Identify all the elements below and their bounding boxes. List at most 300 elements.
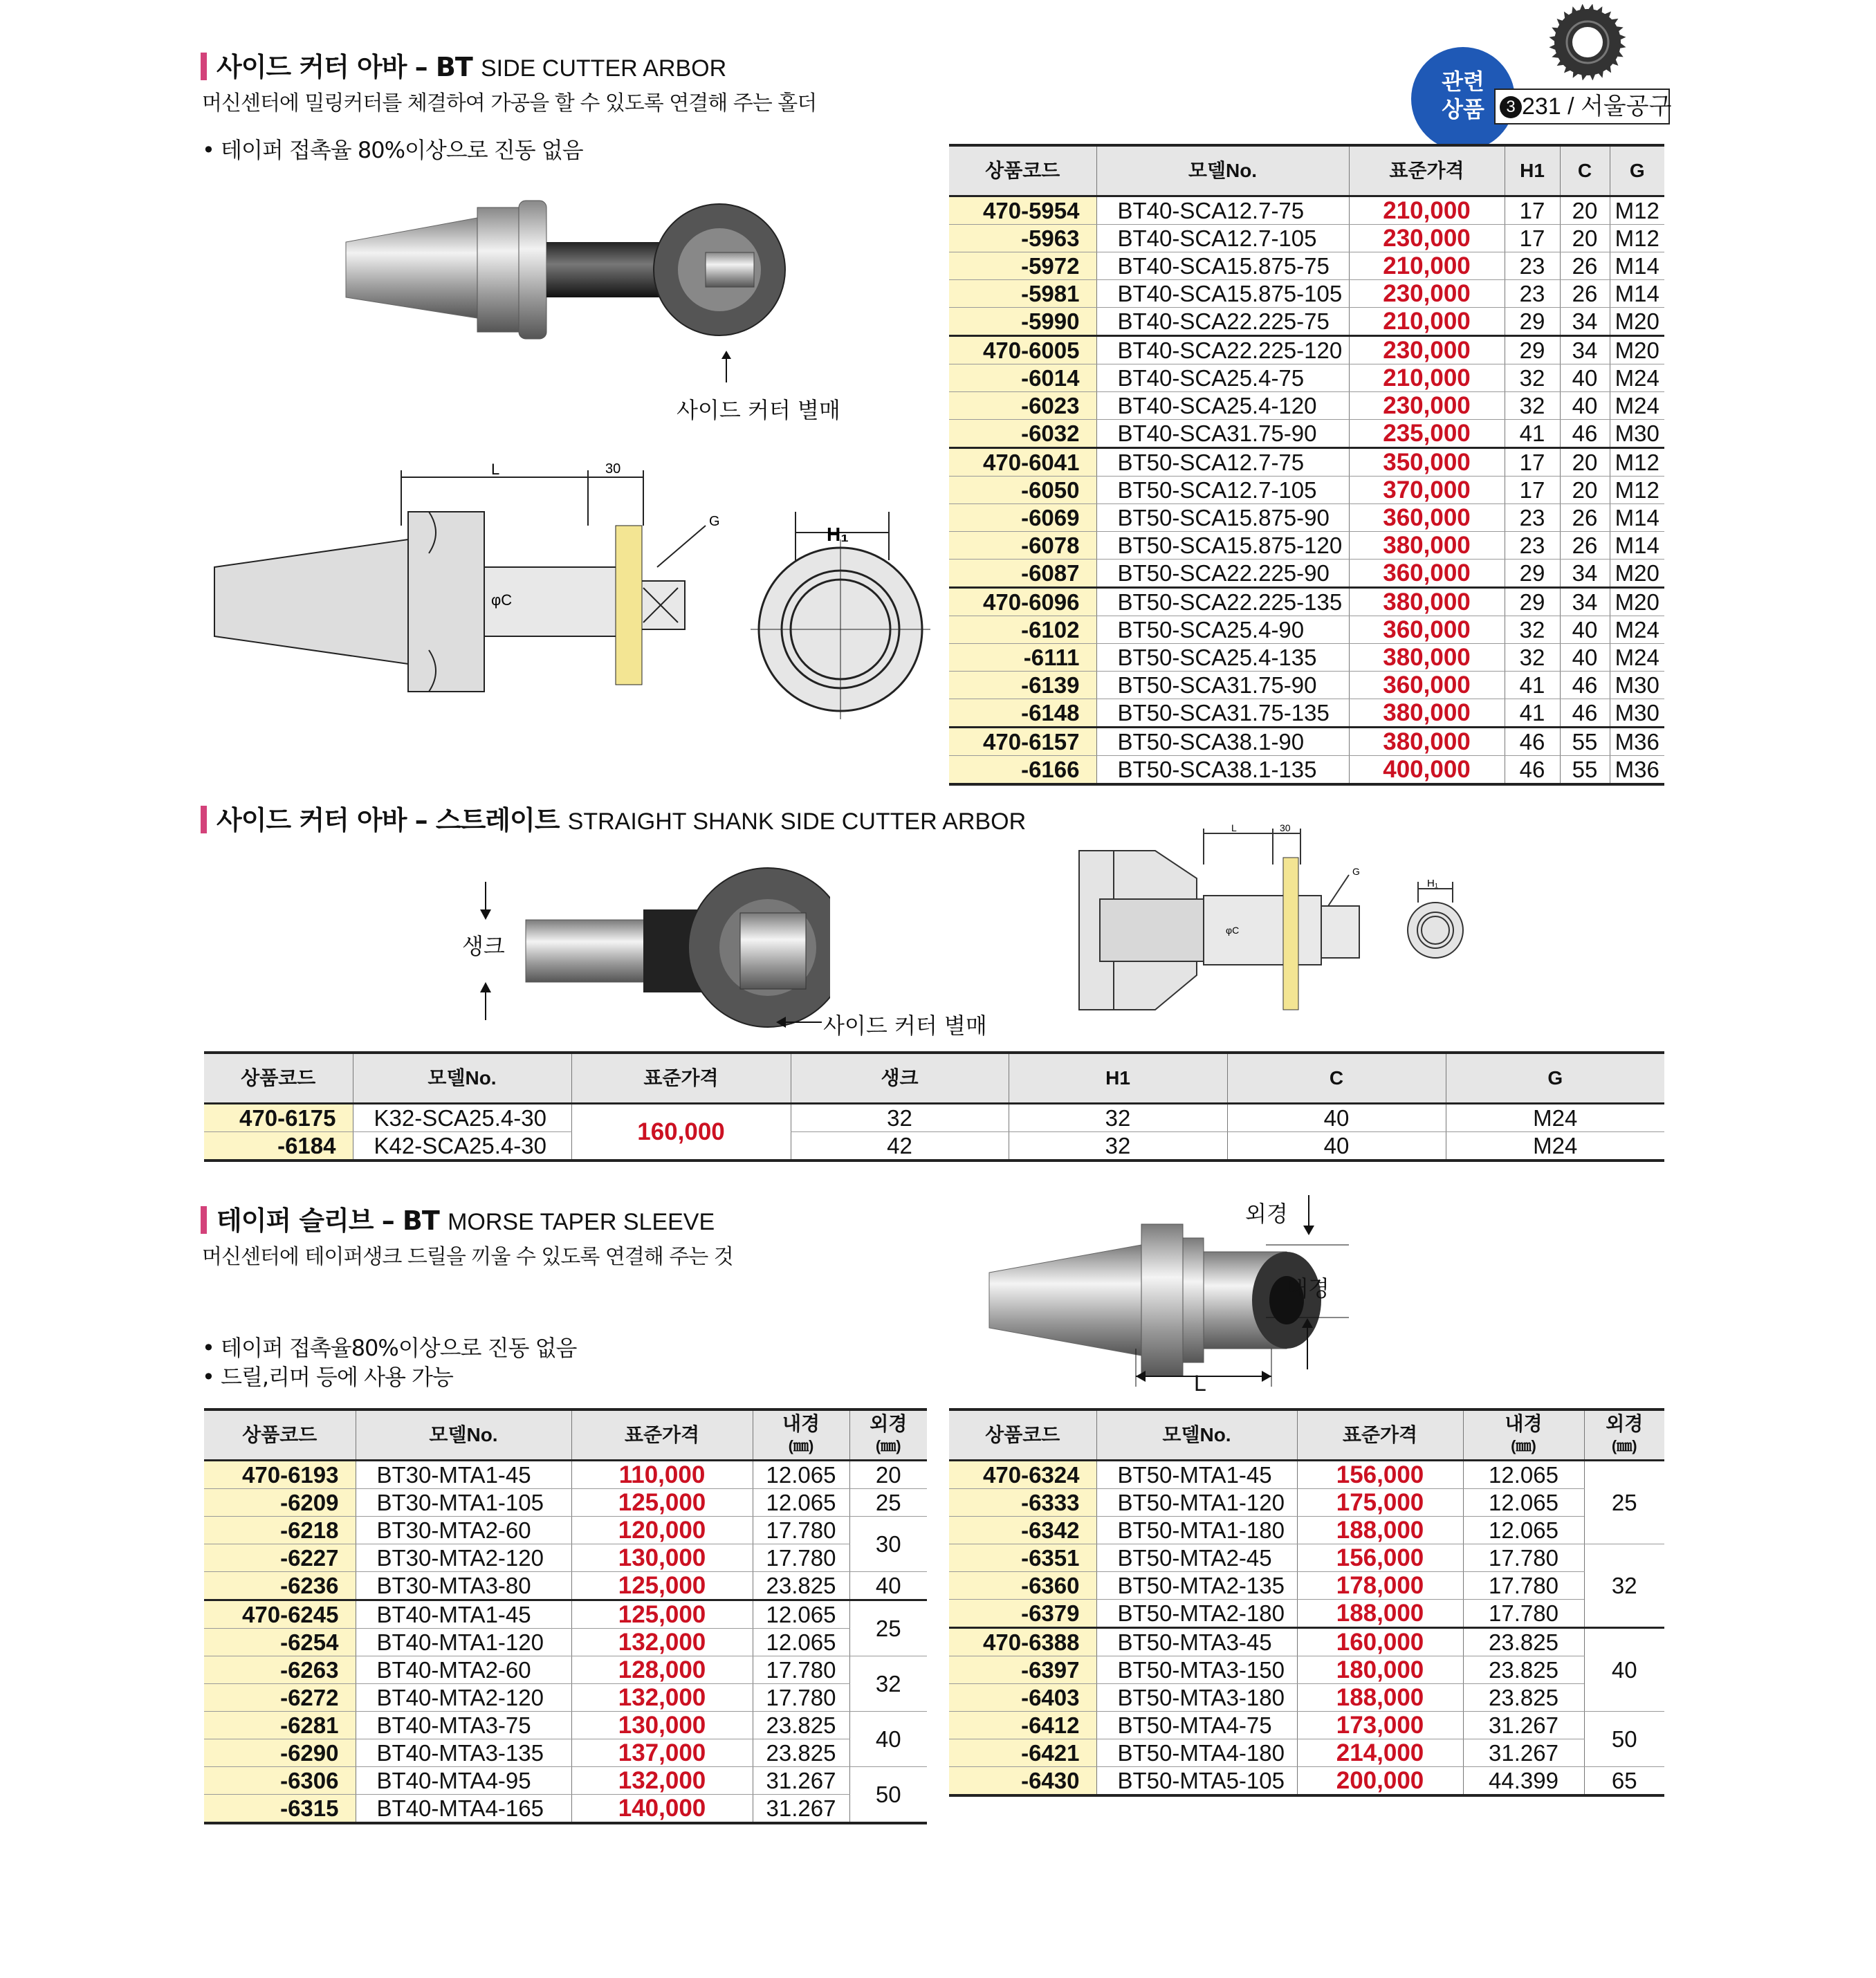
table-row [949,644,1664,672]
model-no: BT50-SCA15.875-90 [1096,504,1349,532]
model-no: BT50-SCA31.75-135 [1096,699,1349,728]
header-product-code: 상품코드 [204,1053,353,1104]
model-no: BT40-SCA12.7-105 [1096,225,1349,252]
g: M24 [1610,644,1664,672]
product-code: -6281 [204,1712,356,1739]
table-header-row [949,1409,1664,1461]
table-row [204,1739,927,1767]
table-row [949,1517,1664,1544]
header-model-no: 모델No. [1096,1409,1297,1461]
model-no: BT40-MTA2-120 [356,1684,571,1712]
shank: 32 [791,1104,1009,1132]
h1: 41 [1505,699,1560,728]
table-header-row [949,145,1664,196]
header-product-code: 상품코드 [949,145,1096,196]
table-row [204,1517,927,1544]
c: 40 [1560,644,1610,672]
standard-price: 360,000 [1349,672,1505,699]
g: M20 [1610,560,1664,588]
inner-diameter: 17.780 [1463,1600,1584,1628]
product-code: -6209 [204,1489,356,1517]
model-no: BT50-MTA3-180 [1096,1684,1297,1712]
standard-price: 125,000 [571,1600,753,1629]
section-description: 머신센터에 밀링커터를 체결하여 가공을 할 수 있도록 연결해 주는 홀더 [202,91,817,115]
g: M14 [1610,280,1664,308]
dim-30-label: 30 [605,461,621,477]
saw-tooth [1618,34,1626,40]
product-code: 470-6096 [949,588,1096,616]
outer-diameter: 30 [849,1517,927,1572]
model-no: BT50-SCA12.7-75 [1096,448,1349,477]
c: 34 [1560,336,1610,364]
header-g: G [1610,145,1664,196]
table-row [949,196,1664,225]
g: M24 [1610,392,1664,420]
arrow-up-icon [719,349,733,384]
standard-price: 125,000 [571,1572,753,1600]
model-no: BT40-MTA2-60 [356,1656,571,1684]
inner-diameter: 31.267 [1463,1712,1584,1739]
dim-30-label: 30 [1280,823,1291,833]
c: 46 [1560,699,1610,728]
standard-price: 380,000 [1349,699,1505,728]
standard-price: 156,000 [1297,1461,1463,1489]
header-standard-price: 표준가격 [571,1053,791,1104]
header-standard-price: 표준가격 [571,1409,753,1461]
c: 55 [1560,756,1610,785]
model-no: BT40-MTA1-45 [356,1600,571,1629]
inner-diameter: 12.065 [1463,1461,1584,1489]
model-no: BT50-SCA22.225-135 [1096,588,1349,616]
c: 20 [1560,196,1610,225]
g: M12 [1610,477,1664,504]
product-code: 470-6041 [949,448,1096,477]
standard-price: 235,000 [1349,420,1505,448]
product-code: -6403 [949,1684,1096,1712]
straight-shank-technical-drawing [1072,823,1487,1037]
standard-price: 125,000 [571,1489,753,1517]
inner-diameter-label: 내경 [1287,1275,1330,1302]
c: 40 [1560,364,1610,392]
model-no: BT50-MTA2-180 [1096,1600,1297,1628]
table-row [204,1104,1664,1132]
table-row [949,1739,1664,1767]
c: 20 [1560,225,1610,252]
table-row [949,1656,1664,1684]
table-row [204,1461,927,1489]
model-no: BT50-MTA1-180 [1096,1517,1297,1544]
title-korean: 사이드 커터 아바 – BT [217,52,472,82]
model-no: BT40-MTA3-135 [356,1739,571,1767]
h1: 29 [1505,308,1560,336]
table-row [949,448,1664,477]
table-row [949,672,1664,699]
model-no: BT50-MTA2-135 [1096,1572,1297,1600]
product-code: -5972 [949,252,1096,280]
dim-L-label: L [1231,823,1237,833]
c: 26 [1560,252,1610,280]
model-no: BT40-MTA4-165 [356,1795,571,1824]
model-no: BT30-MTA2-60 [356,1517,571,1544]
table-row [949,699,1664,728]
header-inner-text: 내경 [782,1413,820,1434]
table-row [949,392,1664,420]
product-code: -6014 [949,364,1096,392]
inner-diameter: 17.780 [753,1544,849,1572]
table-row [204,1795,927,1824]
h1: 23 [1505,280,1560,308]
table-row [949,728,1664,756]
inner-diameter: 17.780 [1463,1572,1584,1600]
outer-diameter: 25 [849,1600,927,1656]
table-row [949,504,1664,532]
product-code: -6333 [949,1489,1096,1517]
morse-taper-sleeve-table-right [949,1408,1664,1797]
standard-price: 156,000 [1297,1544,1463,1572]
shank: 42 [791,1132,1009,1161]
saw-tooth [1579,4,1585,12]
model-no: BT50-MTA1-120 [1096,1489,1297,1517]
product-code: -6412 [949,1712,1096,1739]
product-code: -6023 [949,392,1096,420]
standard-price: 210,000 [1349,196,1505,225]
dim-C-label: φC [491,591,513,609]
g: M14 [1610,504,1664,532]
c: 40 [1227,1132,1446,1161]
table-row [949,225,1664,252]
standard-price: 130,000 [571,1712,753,1739]
standard-price: 110,000 [571,1461,753,1489]
standard-price: 400,000 [1349,756,1505,785]
model-no: BT50-SCA12.7-105 [1096,477,1349,504]
h1: 41 [1505,672,1560,699]
table-row [949,1712,1664,1739]
model-no: BT50-MTA5-105 [1096,1767,1297,1796]
title-accent-bar [201,806,207,833]
h1: 46 [1505,756,1560,785]
header-inner-diameter [753,1409,849,1461]
g: M24 [1446,1104,1664,1132]
standard-price: 210,000 [1349,364,1505,392]
table-row [949,616,1664,644]
c: 26 [1560,280,1610,308]
standard-price: 210,000 [1349,308,1505,336]
table-row [949,756,1664,785]
model-no: K32-SCA25.4-30 [353,1104,571,1132]
inner-diameter: 44.399 [1463,1767,1584,1796]
inner-diameter: 12.065 [1463,1489,1584,1517]
standard-price: 175,000 [1297,1489,1463,1517]
product-code: -6087 [949,560,1096,588]
g: M12 [1610,225,1664,252]
unit-mm: (㎜) [788,1437,814,1454]
saw-tooth [1549,44,1556,50]
dim-G-label: G [709,514,720,529]
table-row [949,1600,1664,1628]
dim-G-label: G [1352,866,1360,877]
product-code: -6379 [949,1600,1096,1628]
model-no: BT50-SCA25.4-90 [1096,616,1349,644]
standard-price: 160,000 [1297,1628,1463,1656]
header-g: G [1446,1053,1664,1104]
product-code: -6421 [949,1739,1096,1767]
g: M30 [1610,699,1664,728]
side-cutter-arbor-technical-drawing [201,456,948,733]
product-code: -6360 [949,1572,1096,1600]
outer-diameter: 25 [1584,1461,1664,1544]
inner-diameter: 17.780 [753,1684,849,1712]
table-row [204,1629,927,1656]
model-no: BT40-SCA22.225-75 [1096,308,1349,336]
g: M14 [1610,252,1664,280]
side-cutter-arbor-bt-table [949,144,1664,786]
header-model-no: 모델No. [356,1409,571,1461]
product-code: -6069 [949,504,1096,532]
product-code: -6430 [949,1767,1096,1796]
h1: 29 [1505,588,1560,616]
standard-price: 230,000 [1349,280,1505,308]
dim-H1-label: H₁ [827,524,849,545]
standard-price: 380,000 [1349,728,1505,756]
shank-label: 생크 [462,933,505,959]
h1: 29 [1505,336,1560,364]
model-no: BT40-MTA4-95 [356,1767,571,1795]
g: M12 [1610,448,1664,477]
side-cutter-sold-separately-label: 사이드 커터 별매 [677,397,840,423]
product-code: -6263 [204,1656,356,1684]
morse-taper-sleeve-table-left [204,1408,927,1824]
table-row [204,1712,927,1739]
inner-diameter: 17.780 [1463,1544,1584,1572]
standard-price: 140,000 [571,1795,753,1824]
model-no: BT30-MTA3-80 [356,1572,571,1600]
inner-diameter: 23.825 [753,1712,849,1739]
table-row [949,1461,1664,1489]
product-code: -6139 [949,672,1096,699]
standard-price: 360,000 [1349,560,1505,588]
ref-text: 231 / 서울공구 [1522,93,1672,120]
outer-diameter: 65 [1584,1767,1664,1796]
model-no: BT50-MTA4-180 [1096,1739,1297,1767]
badge-line2: 상품 [1442,96,1484,122]
product-code: -6218 [204,1517,356,1544]
model-no: BT50-MTA3-45 [1096,1628,1297,1656]
product-code: 470-6324 [949,1461,1096,1489]
title-english: MORSE TAPER SLEEVE [448,1209,715,1235]
side-cutter-arbor-photo [332,180,830,380]
standard-price: 230,000 [1349,336,1505,364]
outer-diameter: 25 [849,1489,927,1517]
table-row [949,560,1664,588]
table-row [949,280,1664,308]
g: M30 [1610,672,1664,699]
section-title-straight-shank-arbor [201,799,1026,837]
h1: 29 [1505,560,1560,588]
header-standard-price: 표준가격 [1349,145,1505,196]
h1: 32 [1505,616,1560,644]
table-row [204,1656,927,1684]
inner-diameter: 17.780 [753,1656,849,1684]
feature-note: • 테이퍼 접촉율 80%이상으로 진동 없음 [202,137,583,163]
h1: 23 [1505,504,1560,532]
product-code: -6315 [204,1795,356,1824]
standard-price: 132,000 [571,1767,753,1795]
dim-C-label: φC [1226,925,1240,936]
c: 20 [1560,477,1610,504]
inner-diameter: 12.065 [753,1600,849,1629]
product-code: -5990 [949,308,1096,336]
h1: 23 [1505,252,1560,280]
header-model-no: 모델No. [353,1053,571,1104]
inner-diameter: 23.825 [1463,1628,1584,1656]
table-row [949,420,1664,448]
product-code: -6397 [949,1656,1096,1684]
inner-diameter: 23.825 [1463,1684,1584,1712]
inner-diameter: 12.065 [753,1629,849,1656]
inner-diameter: 12.065 [1463,1517,1584,1544]
product-code: 470-6005 [949,336,1096,364]
inner-diameter: 23.825 [753,1739,849,1767]
model-no: BT40-SCA15.875-105 [1096,280,1349,308]
table-row [949,477,1664,504]
model-no: BT40-MTA1-120 [356,1629,571,1656]
header-h1: H1 [1009,1053,1227,1104]
product-code: -6102 [949,616,1096,644]
unit-mm: (㎜) [875,1437,901,1454]
ref-number-circle: 3 [1500,96,1522,118]
standard-price: 130,000 [571,1544,753,1572]
outer-diameter: 40 [1584,1628,1664,1712]
table-row [949,1544,1664,1572]
h1: 32 [1505,644,1560,672]
model-no: BT40-MTA3-75 [356,1712,571,1739]
inner-diameter: 31.267 [753,1767,849,1795]
table-row [204,1544,927,1572]
table-row [204,1600,927,1629]
product-code: -6148 [949,699,1096,728]
c: 40 [1560,392,1610,420]
title-english: STRAIGHT SHANK SIDE CUTTER ARBOR [567,808,1027,835]
c: 46 [1560,672,1610,699]
header-product-code: 상품코드 [204,1409,356,1461]
model-no: BT30-MTA1-105 [356,1489,571,1517]
header-inner-diameter [1463,1409,1584,1461]
inner-diameter: 23.825 [753,1572,849,1600]
product-code: -6184 [204,1132,353,1161]
standard-price: 380,000 [1349,644,1505,672]
standard-price: 120,000 [571,1517,753,1544]
standard-price: 188,000 [1297,1517,1463,1544]
standard-price: 230,000 [1349,225,1505,252]
standard-price: 188,000 [1297,1684,1463,1712]
header-outer-text: 외경 [870,1413,908,1434]
model-no: BT50-SCA25.4-135 [1096,644,1349,672]
h1: 32 [1505,392,1560,420]
product-code: -5963 [949,225,1096,252]
title-accent-bar [201,53,207,80]
table-row [204,1132,1664,1161]
table-row [949,1628,1664,1656]
product-code: -5981 [949,280,1096,308]
model-no: BT40-SCA12.7-75 [1096,196,1349,225]
product-code: 470-6388 [949,1628,1096,1656]
title-english: SIDE CUTTER ARBOR [481,55,727,82]
product-code: 470-6175 [204,1104,353,1132]
saw-blade-icon [1529,4,1646,80]
saw-tooth [1549,36,1556,42]
standard-price: 210,000 [1349,252,1505,280]
table-row [949,1489,1664,1517]
product-code: -6050 [949,477,1096,504]
side-cutter-sold-separately-label: 사이드 커터 별매 [823,1013,987,1039]
inner-diameter: 12.065 [753,1461,849,1489]
standard-price: 200,000 [1297,1767,1463,1796]
model-no: BT50-SCA38.1-90 [1096,728,1349,756]
h1: 17 [1505,448,1560,477]
saw-tooth [1619,42,1626,48]
arrow-down-icon [1300,1195,1317,1237]
table-row [949,336,1664,364]
g: M20 [1610,588,1664,616]
outer-diameter: 32 [1584,1544,1664,1628]
product-code: -6272 [204,1684,356,1712]
model-no: BT50-SCA31.75-90 [1096,672,1349,699]
c: 40 [1560,616,1610,644]
standard-price: 137,000 [571,1739,753,1767]
table-row [949,588,1664,616]
section-title-morse-taper-sleeve [201,1199,715,1237]
model-no: BT50-MTA3-150 [1096,1656,1297,1684]
product-code: 470-5954 [949,196,1096,225]
related-ref-box[interactable] [1494,89,1670,124]
dim-H1-label: H₁ [1427,878,1438,889]
c: 46 [1560,420,1610,448]
standard-price: 370,000 [1349,477,1505,504]
table-row [204,1572,927,1600]
saw-tooth [1588,4,1594,11]
g: M36 [1610,756,1664,785]
section-title-side-cutter-arbor-bt [201,46,726,84]
unit-mm: (㎜) [1511,1437,1536,1454]
model-no: BT40-SCA15.875-75 [1096,252,1349,280]
product-code: -6111 [949,644,1096,672]
table-row [949,252,1664,280]
product-code: -6351 [949,1544,1096,1572]
feature-note-2: • 드릴,리머 등에 사용 가능 [202,1364,453,1390]
standard-price: 360,000 [1349,616,1505,644]
header-standard-price: 표준가격 [1297,1409,1463,1461]
product-code: -6254 [204,1629,356,1656]
table-row [949,532,1664,560]
model-no: BT40-SCA25.4-120 [1096,392,1349,420]
model-no: BT40-SCA31.75-90 [1096,420,1349,448]
outer-diameter: 50 [1584,1712,1664,1767]
header-h1: H1 [1505,145,1560,196]
table-row [949,1572,1664,1600]
h1: 32 [1505,364,1560,392]
g: M20 [1610,336,1664,364]
saw-tooth [1581,73,1588,80]
table-row [949,1684,1664,1712]
c: 34 [1560,308,1610,336]
h1: 17 [1505,196,1560,225]
inner-diameter: 23.825 [1463,1656,1584,1684]
h1: 32 [1009,1132,1227,1161]
inner-diameter: 31.267 [1463,1739,1584,1767]
model-no: BT50-MTA4-75 [1096,1712,1297,1739]
c: 34 [1560,560,1610,588]
model-no: BT30-MTA1-45 [356,1461,571,1489]
